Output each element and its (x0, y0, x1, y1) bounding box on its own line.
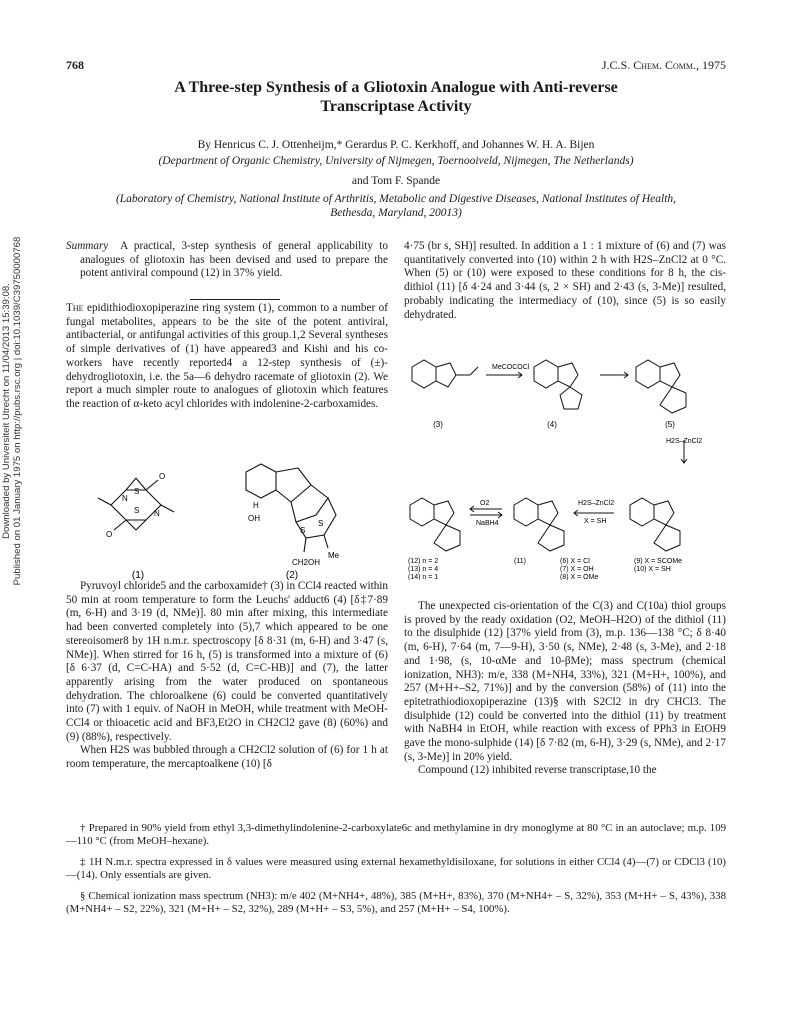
download-sidebar (1, 151, 23, 671)
me-label: Me (328, 551, 340, 560)
pyruvoyl-paragraph: Pyruvoyl chloride5 and the carboxamide† (3) in CCl4 reacted within 50 min at room temperature to form the Leuchs' adduct6 (4) [δ‡7·89 (m, 6-H) and 3·19 (d, NMe)]. 80 min after mixing, this intermediate had been converted completely into (5),7 which appeared to be one stereoisomer8 by 1H n.m.r. spectroscopy [δ 8·31 (m, 6-H) and 3·47 (s, NMe)]. When stirred for 16 h, (5) is transformed into a mixture of (6) [δ 6·37 (d, C=C-HA) and 5·52 (d, C=C-HB)] and (7), the latter apparently arising from the water produced on spontaneous dehydration. The chloroalkene (6) could be converted quantitatively into (7) with 1 equiv. of NaOH in MeOH, while treatment with MeOH-CCl4 or thioacetic acid and BF3,Et2O in CH2Cl2 gave (8) (60%) and (9) (88%), respectively. (66, 580, 388, 743)
label-8: (8) X = OMe (560, 574, 599, 580)
label-11: (11) (514, 558, 526, 565)
authors-line-1: By Henricus C. J. Ottenheijm,* Gerardus P. C. Kerkhoff, and Johannes W. H. A. Bijen (197, 139, 595, 151)
scheme-structures (410, 360, 687, 551)
summary (66, 240, 388, 281)
download-line: Downloaded by Universiteit Utrecht on 11/04/2013 15:39:08. (1, 283, 12, 539)
label-4: (4) (547, 420, 557, 429)
label-10: (10) X = SH (634, 566, 671, 573)
left-column-bottom (66, 580, 388, 772)
label-5: (5) (665, 420, 675, 429)
h2s-paragraph: When H2S was bubbled through a CH2Cl2 solution of (6) for 1 h at room temperature, the mercaptoalkene (10) [δ (66, 744, 388, 771)
o-label: O (106, 530, 113, 539)
reagent-label: MeCOCOCl (492, 364, 530, 371)
affiliation-2a: (Laboratory of Chemistry, National Institute of Arthritis, Metabolic and Digestive Diseases, National Institutes of Health, (115, 193, 677, 205)
label-14: (14) n = 1 (408, 574, 439, 580)
label-13: (13) n = 4 (408, 566, 439, 573)
footnotes (66, 822, 726, 916)
label-6: (6) X = Cl (560, 558, 590, 565)
left-column-top (66, 240, 388, 281)
structures-1-2 (66, 450, 388, 580)
label-12: (12) n = 2 (408, 558, 439, 565)
continuation-paragraph: 4·75 (br s, SH)] resulted. In addition a 1 : 1 mixture of (6) and (7) was quantitatively converted into (10) within 2 h with H2S–ZnCl2 at 0 °C. When (5) or (10) were exposed to these conditions for 8 h, the cis-dithiol (11) [δ 4·24 and 3·44 (s, 2 × SH) and 2·43 (s, 3-Me)] resulted, probably indicating the intermediacy of (10), since (5) is so easily dehydrated. (404, 240, 726, 321)
right-column-top (404, 240, 726, 322)
n-label: N (122, 494, 128, 503)
ch2oh-label: CH2OH (292, 558, 321, 567)
footnote-ddagger: ‡ 1H N.m.r. spectra expressed in δ values were measured using external hexamethyldisiloxane, for solutions in either CCl4 (4)—(7) or CDCl3 (10)—(14). Only essentials are given. (66, 856, 726, 881)
intro-paragraph (66, 302, 388, 412)
reagent-label: NaBH4 (476, 520, 499, 527)
title-line-2: Transcriptase Activity (320, 98, 472, 115)
s-label: S (134, 506, 140, 515)
page-number: 768 (66, 58, 84, 72)
intro-text: epidithiodioxopiperazine ring system (1), common to a number of fungal metabolites, appears to be the site of the potent antiviral, antibacterial, or antifungal activities of this group.1,2 Several syntheses of simple derivatives of (1) have appeared3 and Kishi and his co-workers have recently reported4 a 12-step synthesis of (±)-dehydrogliotoxin, i.e. the 5a—6 dehydro racemate of gliotoxin (2). We report a much simpler route to analogues of gliotoxin which features the reaction of α-keto acyl chlorides with indolenine-2-carboxamides. (66, 302, 388, 410)
published-line: Published on 01 January 1975 on http://pubs.rsc.org | doi:10.1039/C39750000768 (12, 236, 23, 586)
footnote-dagger: † Prepared in 90% yield from ethyl 3,3-dimethylindolenine-2-carboxylate6c and methylamine in dry monoglyme at 80 °C in an autoclave; m.p. 109—110 °C (from MeOH–hexane). (66, 822, 726, 847)
n-label: N (154, 509, 160, 518)
o-label: O (159, 472, 166, 481)
oh-label: OH (248, 514, 260, 523)
label-2: (2) (285, 570, 299, 580)
structure-1 (98, 478, 174, 530)
footnote-section: § Chemical ionization mass spectrum (NH3): m/e 402 (M+NH4+, 48%), 385 (M+H+, 83%), 370 (M+NH4+ – S, 32%), 353 (M+H+ – S, 43%), 338 (M+NH4+ – S2, 22%), 321 (M+H+ – S2, 32%), 289 (M+H+ – S3, 5%), and 257 (M+H+ – S4, 100%). (66, 890, 726, 915)
article-title (66, 78, 726, 116)
affiliation-2b: Bethesda, Maryland, 20013) (330, 207, 462, 219)
s-label: S (300, 526, 306, 535)
h-label: H (253, 501, 259, 510)
s-label: S (134, 487, 140, 496)
title-line-1: A Three-step Synthesis of a Gliotoxin Analogue with Anti-reverse (174, 79, 618, 96)
authors-line-2: and Tom F. Spande (351, 175, 441, 187)
journal-name: J.C.S. Chem. Comm., 1975 (601, 58, 726, 72)
label-1: (1) (131, 570, 145, 580)
reagent-label: H2S–ZnCl2 (666, 438, 703, 445)
reagent-label: X = SH (584, 518, 607, 525)
reaction-scheme (404, 345, 726, 580)
label-3: (3) (433, 420, 443, 429)
structure-2 (246, 464, 336, 552)
reagent-label: H2S–ZnCl2 (578, 500, 615, 507)
inhibition-paragraph: Compound (12) inhibited reverse transcriptase,10 the (418, 764, 657, 777)
summary-rule (190, 299, 280, 300)
lead-word: The (66, 302, 84, 314)
reagent-label: O2 (480, 500, 490, 507)
summary-text: A practical, 3-step synthesis of general applicability to analogues of gliotoxin has been devised and used to prepare the potent antiviral compound (12) in 37% yield. (80, 240, 388, 280)
s-label: S (318, 519, 324, 528)
affiliation-1: (Department of Organic Chemistry, University of Nijmegen, Toernooiveld, Nijmegen, The Netherlands) (158, 155, 634, 167)
orientation-paragraph: The unexpected cis-orientation of the C(3) and C(10a) thiol groups is proved by the ready oxidation (O2, MeOH–H2O) of the dithiol (11) to the disulphide (12) [37% yield from (3), m.p. 136—138 °C; δ 8·40 (m, 6-H), 7·64 (m, 7—9-H), 3·50 (s, NMe), 2·48 (s, 3-Me), and 2·18 and 1·98, (s, 10-αMe and 10-βMe); mass spectrum (chemical ionization, NH3): m/e, 338 (M+NH4, 33%), 321 (M+H+, 100%), and 257 (M+H+–S2, 71%)] and by the conversion (58%) of (11) into the epitetrathiodioxopiperazine (13)§ with S2Cl2 in dry CHCl3. The disulphide (12) could be converted into the dithiol (11) by treatment with NaBH4 in EtOH, while reaction with excess of PPh3 in EtOH9 gave the mono-sulphide (14) [δ 7·82 (m, 6-H), 3·29 (s, NMe), and 2·17 (s, 3-Me)] in 20% yield. (404, 600, 726, 763)
label-7: (7) X = OH (560, 566, 594, 573)
summary-label: Summary (66, 240, 109, 252)
label-9: (9) X = SCOMe (634, 558, 683, 565)
right-column-bottom (404, 600, 726, 778)
